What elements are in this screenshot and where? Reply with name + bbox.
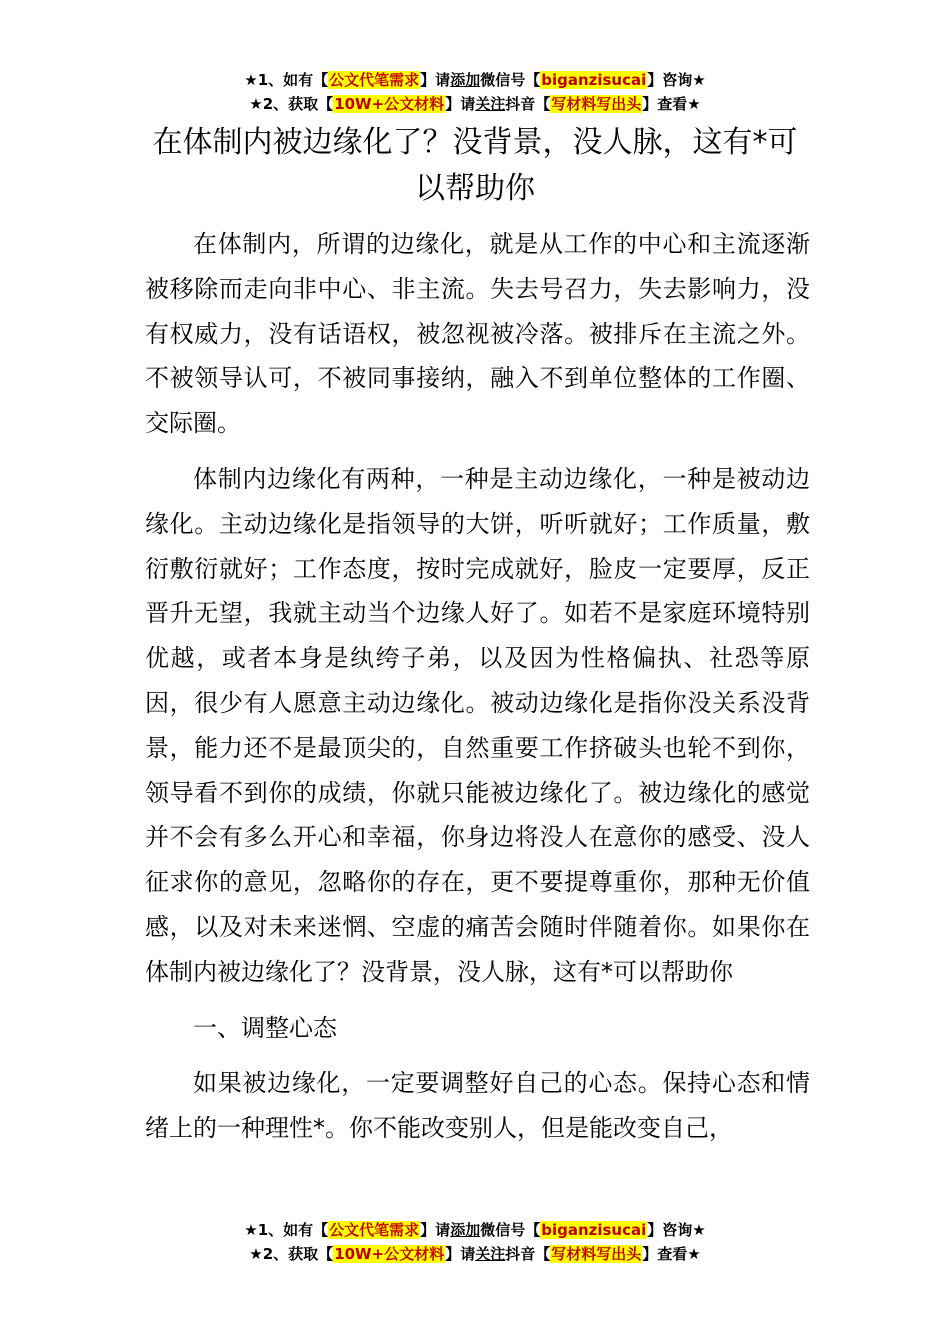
footer-watermark: [0, 1218, 950, 1266]
watermark-1-suffix: 】咨询★: [647, 71, 706, 89]
footer-watermark-2-tag-materials: 10W+公文材料: [334, 1245, 445, 1263]
footer-watermark-2-emph: 关注: [475, 1245, 506, 1263]
body-paragraph-2: 体制内边缘化有两种，一种是主动边缘化，一种是被动边缘化。主动边缘化是指领导的大饼，听听就好；工作质量，敷衍敷衍就好；工作态度，按时完成就好，脸皮一定要厚，反正晋升无望，我就主动当个边缘人好了。如若不是家庭环境特别优越，或者本身是纨绔子弟，以及因为性格偏执、社恐等原因，很少有人愿意主动边缘化。被动边缘化是指你没关系没背景，能力还不是最顶尖的，自然重要工作挤破头也轮不到你，领导看不到你的成绩，你就只能被边缘化了。被边缘化的感觉并不会有多么开心和幸福，你身边将没人在意你的感受、没人征求你的意见，忽略你的存在，更不要提尊重你，那种无价值感，以及对未来迷惘、空虚的痛苦会随时伴随着你。如果你在体制内被边缘化了？没背景，没人脉，这有*可以帮助你: [145, 464, 810, 986]
footer-watermark-2-prefix: ★2、获取【: [249, 1245, 334, 1263]
document-body: [145, 222, 810, 1162]
watermark-1-mid2: 微信号【: [480, 71, 541, 89]
document-title: 在体制内被边缘化了？没背景，没人脉，这有*可以帮助你: [152, 125, 798, 206]
watermark-2-mid1: 】请: [445, 95, 476, 113]
footer-watermark-1-prefix: ★1、如有【: [244, 1221, 329, 1239]
watermark-2-mid2: 抖音【: [505, 95, 551, 113]
watermark-2-prefix: ★2、获取【: [249, 95, 334, 113]
footer-watermark-2-mid2: 抖音【: [505, 1245, 551, 1263]
footer-watermark-1-emph: 添加: [450, 1221, 481, 1239]
footer-watermark-1-mid1: 】请: [420, 1221, 451, 1239]
section-heading: 一、调整心态: [193, 1013, 337, 1042]
footer-watermark-1-tag-service: 公文代笔需求: [329, 1221, 420, 1239]
watermark-line-2: [0, 92, 950, 116]
watermark-1-emph: 添加: [450, 71, 481, 89]
footer-watermark-2-suffix: 】查看★: [642, 1245, 701, 1263]
footer-watermark-2-mid1: 】请: [445, 1245, 476, 1263]
footer-watermark-1-tag-wechat: biganzisucai: [541, 1221, 647, 1239]
watermark-2-tag-douyin: 写材料写出头: [551, 95, 642, 113]
watermark-line-1: [0, 68, 950, 92]
watermark-2-emph: 关注: [475, 95, 506, 113]
footer-watermark-line-1: [0, 1218, 950, 1242]
header-watermark: [0, 68, 950, 116]
watermark-1-prefix: ★1、如有【: [244, 71, 329, 89]
watermark-2-suffix: 】查看★: [642, 95, 701, 113]
watermark-2-tag-materials: 10W+公文材料: [334, 95, 445, 113]
body-paragraph-1: 在体制内，所谓的边缘化，就是从工作的中心和主流逐渐被移除而走向非中心、非主流。失去号召力，失去影响力，没有权威力，没有话语权，被忽视被冷落。被排斥在主流之外。不被领导认可，不被同事接纳，融入不到单位整体的工作圈、交际圈。: [145, 230, 810, 438]
section-paragraph: 如果被边缘化，一定要调整好自己的心态。保持心态和情绪上的一种理性*。你不能改变别人，但是能改变自己，: [145, 1069, 810, 1143]
watermark-1-tag-wechat: biganzisucai: [541, 71, 647, 89]
footer-watermark-2-tag-douyin: 写材料写出头: [551, 1245, 642, 1263]
footer-watermark-line-2: [0, 1242, 950, 1266]
footer-watermark-1-mid2: 微信号【: [480, 1221, 541, 1239]
watermark-1-tag-service: 公文代笔需求: [329, 71, 420, 89]
watermark-1-mid1: 】请: [420, 71, 451, 89]
footer-watermark-1-suffix: 】咨询★: [647, 1221, 706, 1239]
